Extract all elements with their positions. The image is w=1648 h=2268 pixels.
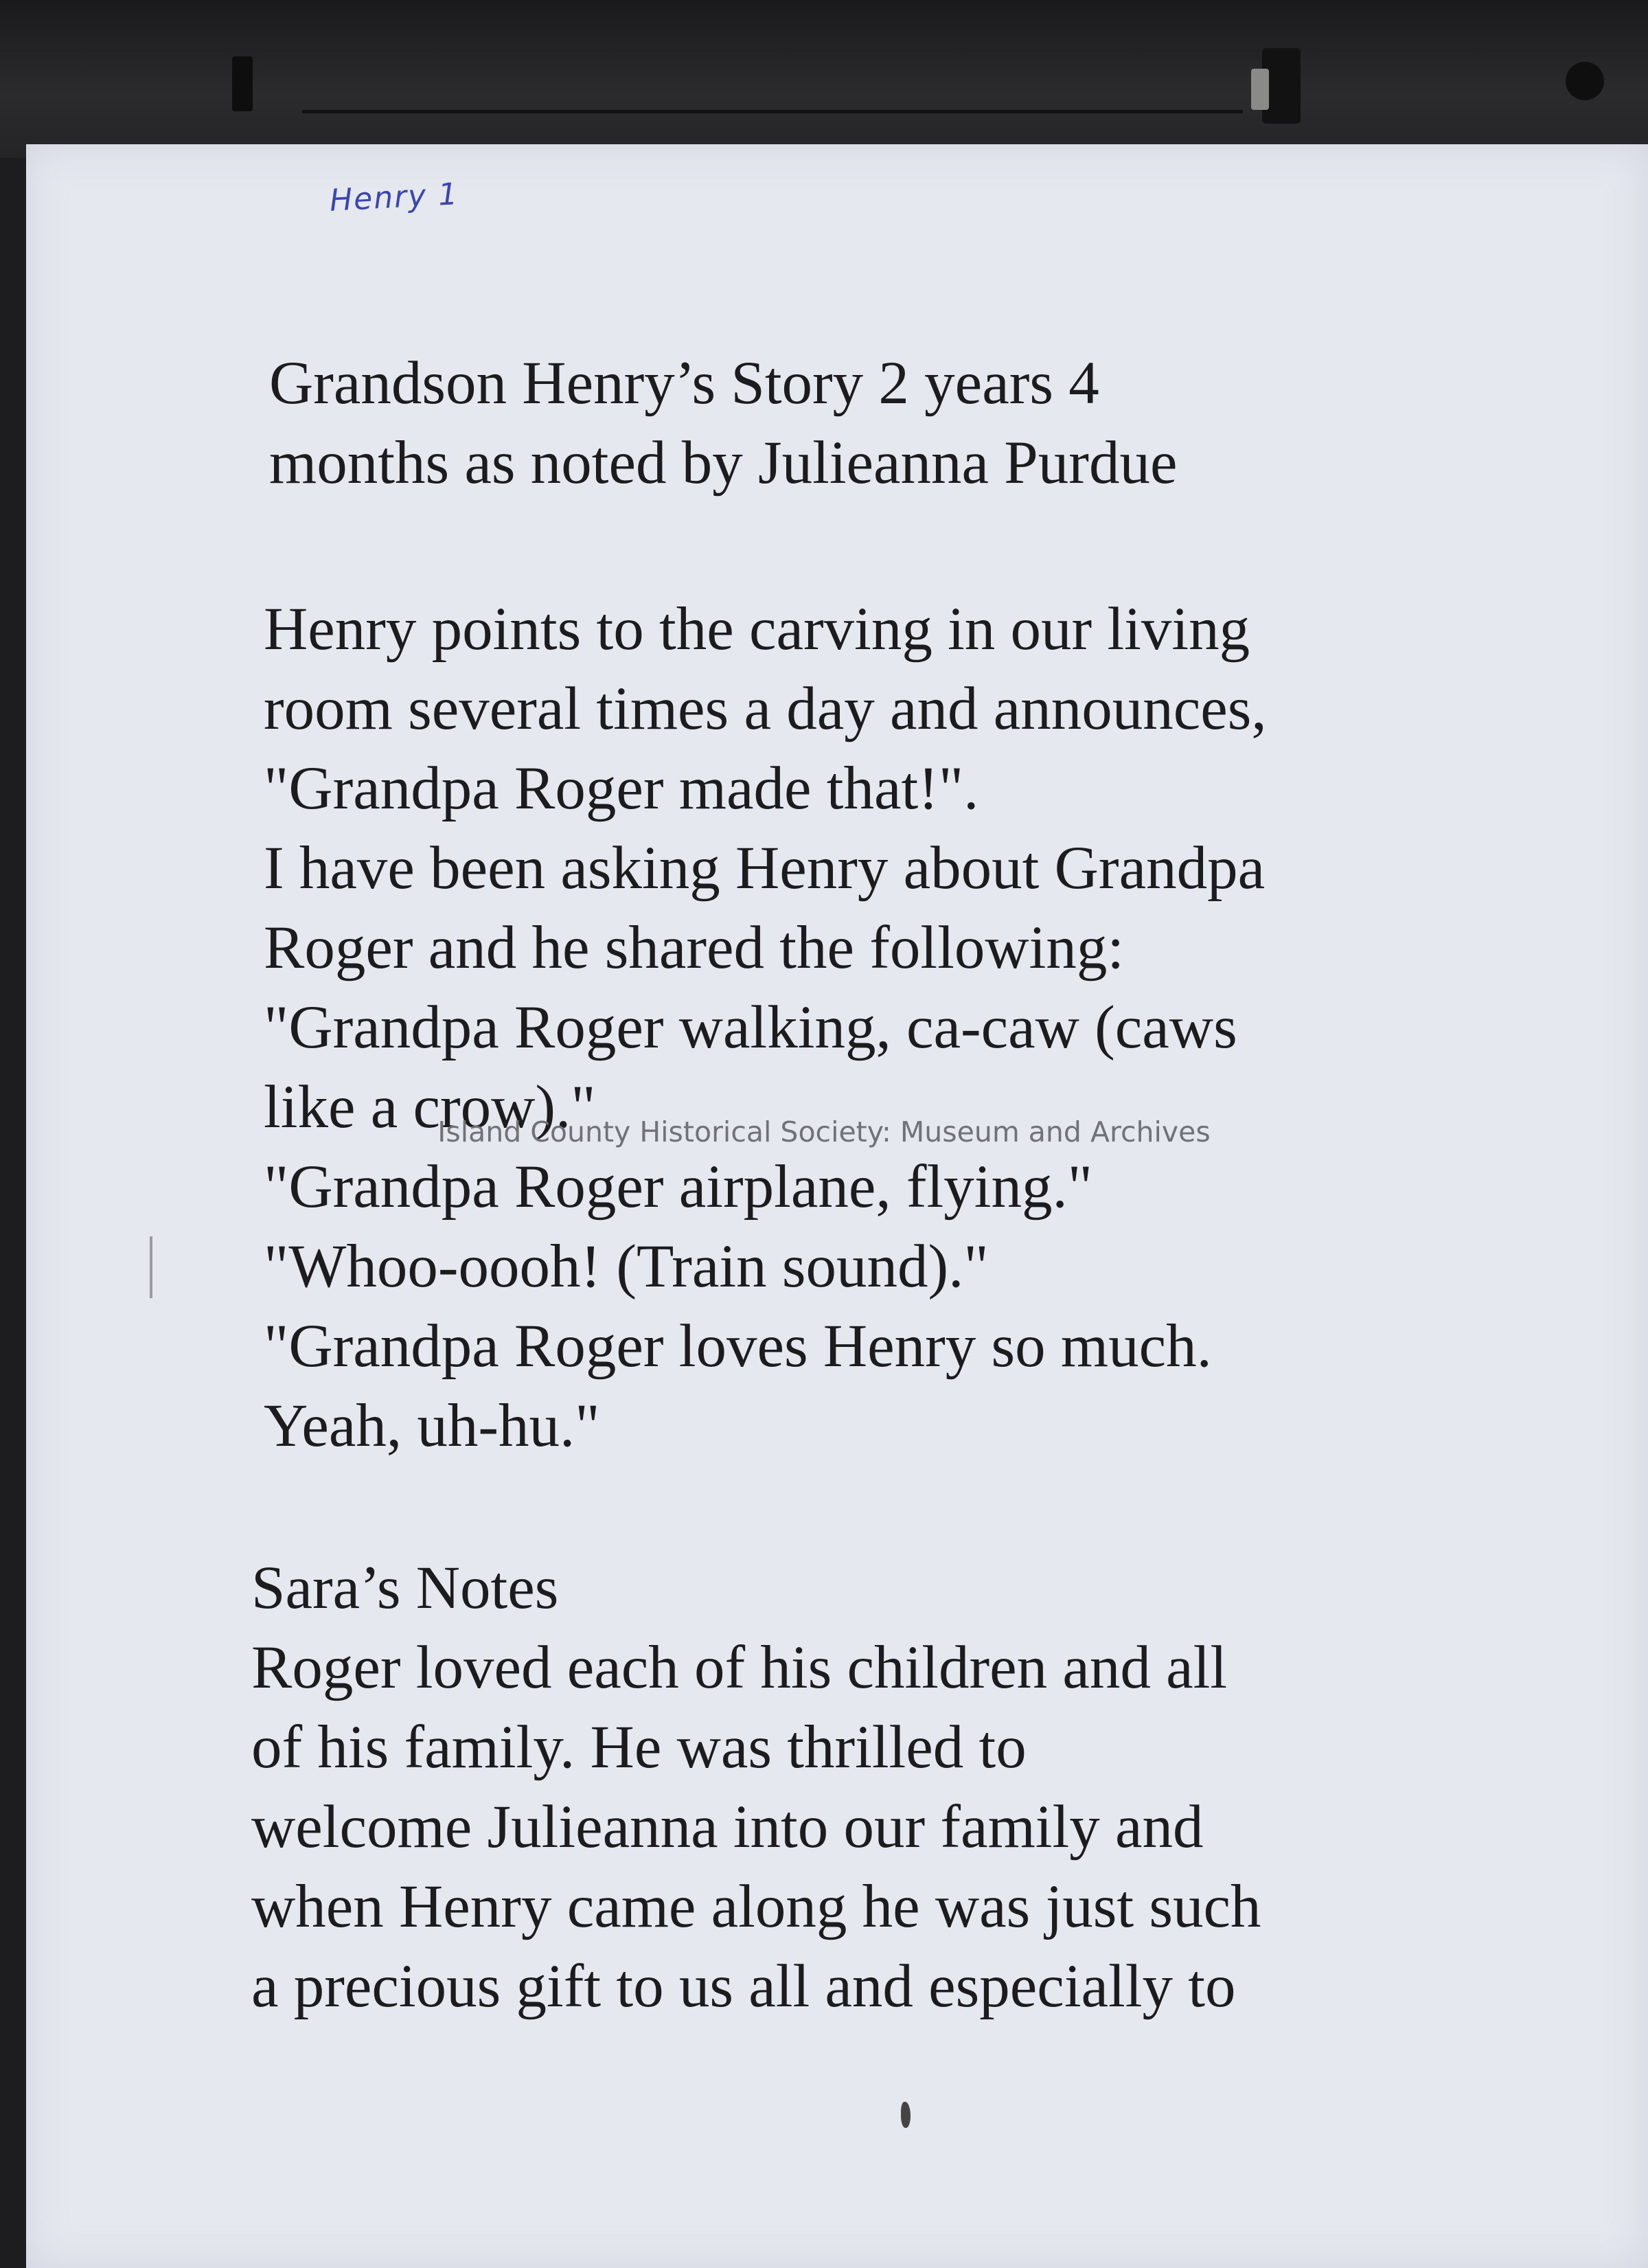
notes-line: a precious gift to us all and especially to bbox=[251, 1953, 1236, 2020]
archive-watermark: Island County Historical Society: Museum and Archives bbox=[437, 1115, 1211, 1148]
notes-line: of his family. He was thrilled to bbox=[251, 1714, 1027, 1781]
story-line: Yeah, uh-hu." bbox=[264, 1392, 600, 1460]
handwritten-note: Henry 1 bbox=[328, 177, 460, 218]
scanner-hole bbox=[1566, 62, 1604, 100]
scanner-clip-left bbox=[232, 56, 253, 111]
story-line: "Grandpa Roger loves Henry so much. bbox=[264, 1313, 1212, 1380]
story-line: "Grandpa Roger made that!". bbox=[264, 755, 979, 822]
story-line: Henry points to the carving in our living bbox=[264, 596, 1250, 663]
story-line: Roger and he shared the following: bbox=[264, 914, 1125, 982]
scanner-bar-line bbox=[302, 110, 1243, 113]
paper-speck bbox=[901, 2102, 911, 2128]
story-line: "Whoo-oooh! (Train sound)." bbox=[264, 1233, 989, 1300]
margin-mark bbox=[150, 1236, 152, 1298]
notes-line: Roger loved each of his children and all bbox=[251, 1634, 1228, 1701]
story-body bbox=[264, 589, 1267, 1466]
title-line: Grandson Henry’s Story 2 years 4 bbox=[269, 350, 1099, 417]
story-line: room several times a day and announces, bbox=[264, 675, 1267, 742]
notes-line: when Henry came along he was just such bbox=[251, 1873, 1261, 1940]
notes-line: welcome Julieanna into our family and bbox=[251, 1793, 1204, 1861]
notes-heading: Sara’s Notes bbox=[251, 1554, 559, 1622]
scanner-clip-right-highlight bbox=[1251, 69, 1269, 110]
story-title bbox=[269, 343, 1177, 503]
title-line: months as noted by Julieanna Purdue bbox=[269, 429, 1178, 497]
story-line: like a crow)." bbox=[264, 1074, 596, 1141]
story-line: "Grandpa Roger airplane, flying." bbox=[264, 1153, 1093, 1221]
saras-notes bbox=[251, 1548, 1261, 2026]
story-line: "Grandpa Roger walking, ca-caw (caws bbox=[264, 994, 1237, 1061]
story-line: I have been asking Henry about Grandpa bbox=[264, 835, 1266, 902]
